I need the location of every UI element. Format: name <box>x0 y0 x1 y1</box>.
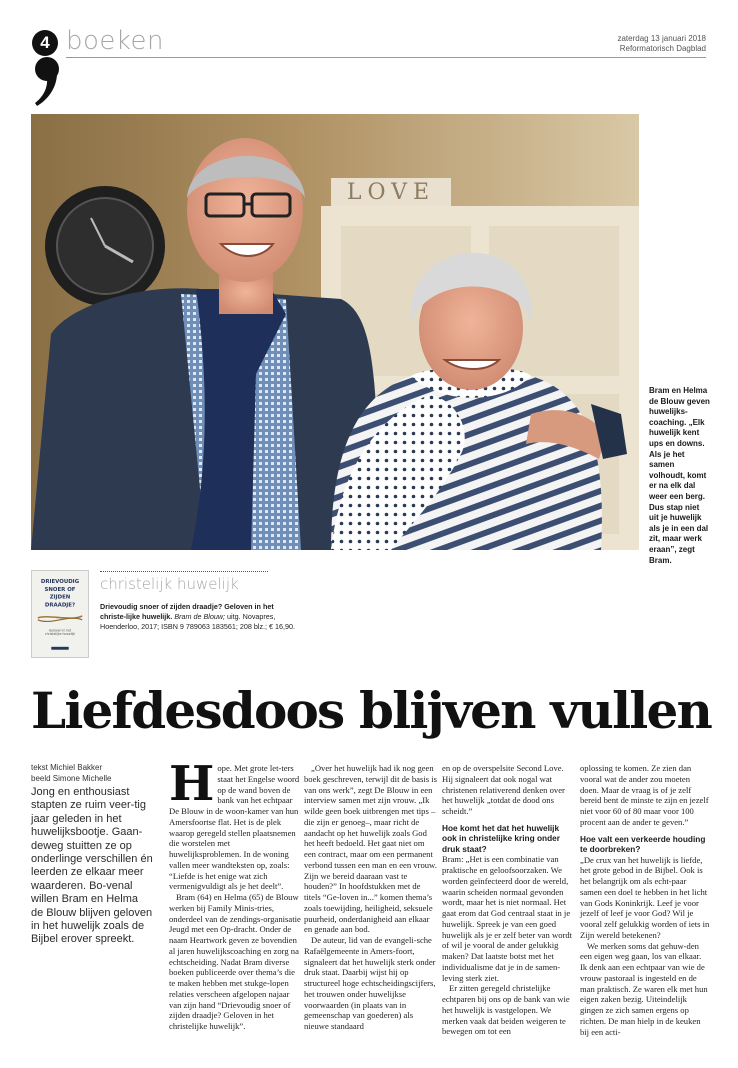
book-info <box>100 602 300 632</box>
intro-text: Jong en enthousiast stapten ze ruim veer-tig jaar geleden in het huwelijksbootje. Gaan-deweg stuitten ze op onderlinge verschillen én leerden ze elkaar meer waarderen. Bo-venal willen Bram en Helma de Blouw blijven geloven in het huwelijk zoals de Bijbel erover spreekt. <box>31 786 153 946</box>
paragraph: Bram: „Het is een combinatie van praktische en geloofsoorzaken. We worden geïnfecteerd door de wereld, waarin scheiden normaal gevonden wordt, maar het is niet normaal. Het gaat erom dat God centraal staat in je huwelijk. Spreek je van een goed huwelijk als je er zelf beter van wordt of wil je vooral de ander gelukkig maken? Dat laatste botst met het individualisme dat je in de samen-leving sterk ziet. <box>442 854 573 983</box>
issue-date: zaterdag 13 januari 2018 <box>617 34 706 43</box>
credits <box>31 763 112 784</box>
caption-lead: Bram en Helma de Blouw geven huwelijks-coaching. <box>649 386 710 427</box>
page-number: 4 <box>32 30 58 56</box>
credit-text: tekst Michiel Bakker <box>31 763 103 772</box>
interview-question: Hoe komt het dat het huwelijk ook in christelijke kring onder druk staat? <box>442 822 561 854</box>
svg-text:DRIEVOUDIG: DRIEVOUDIG <box>40 579 80 586</box>
section-title: boeken <box>66 26 165 56</box>
header-meta <box>617 34 706 54</box>
interview-question: Hoe valt een verkeerde houding te doorbreken? <box>580 833 706 854</box>
wall-clock <box>45 186 165 306</box>
main-photo <box>31 114 639 550</box>
paragraph: en op de overspelsite Second Love. Hij signaleert dat ook nogal wat christenen relativerend denken over het huwelijk „totdat de dood ons scheidt.” <box>442 763 565 816</box>
article-column-1 <box>169 756 302 1032</box>
paragraph: „Over het huwelijk had ik nog geen boek geschreven, terwijl dit de basis is van ons werk”, zegt De Blouw in een interview samen met zijn vrouw. „Ik wilde geen boek uitbrengen met tips –die zijn er genoeg–, maar richt de aandacht op het huwelijk zoals God het heeft bedoeld. Het gaat niet om een contract, maar om een permanent verbond tussen een man en een vrouw. Zijn we bereid daaraan vast te houden?” In hoofdstukken met de titels “Ge-loven in...” komen thema’s zoals toewijding, heiligheid, seksuele puurheid, onderdanigheid aan elkaar en genade aan bod. <box>304 763 437 935</box>
credit-photo: beeld Simone Michelle <box>31 773 112 783</box>
paragraph: Hope. Met grote let-ters staat het Engelse woord op de wand boven de bank van het echtpaar De Blouw in de woon-kamer van hun Amersfoortse flat. Het is de plek waarop geregeld stellen plaatsnemen die worstelen met huwelijksproblemen. In de woning vallen meer wandteksten op, zoals: “Liefde is het enige wat zich vermenigvuldigt als je het deelt”. <box>169 756 300 892</box>
newspaper-name: Reformatorisch Dagblad <box>619 44 706 53</box>
book-rule <box>100 571 268 572</box>
book-title: Drievoudig snoer of zijden draadje? Geloven in het christe-lijke huwelijk. <box>100 602 274 621</box>
caption-quote: „Elk huwelijk kent ups en downs. Als je het samen volhoudt, komt er na elk dal weer een berg. Dus stap niet uit je huwelijk als je in een dal zit, maar werk eraan”, zegt Bram. <box>649 417 709 565</box>
book-kicker: christelijk huwelijk <box>100 575 239 593</box>
comma-logo-icon <box>33 56 63 108</box>
book-cover <box>31 570 89 658</box>
header-rule <box>66 57 706 58</box>
article-column-4 <box>580 763 710 1037</box>
svg-text:ZIJDEN: ZIJDEN <box>49 594 71 601</box>
svg-text:Geloven in het: Geloven in het <box>48 628 72 633</box>
book-details: uitg. Novapres, Hoenderloo, 2017; ISBN 9 789063 183561; 208 blz.; € 16,90. <box>100 612 296 631</box>
paragraph: oplossing te komen. Ze zien dan vooral wat de ander zou moeten doen. Maar de vraag is of je zelf bereid bent de minste te zijn en jezelf niet voor 60 of 80 maar voor 100 procent aan de ander te geven.” <box>580 763 709 827</box>
paragraph: We merken soms dat gehuw-den een eigen weg gaan, los van elkaar. Ik denk aan een echtpaar van wie de vrouw pastoraal is ingesteld en de man praktisch. Ze waren elk met hun eigen zaken bezig. Uiteindelijk gingen ze zich samen ergens op richten. De man hielp in de keuken bij een acti- <box>580 940 708 1037</box>
paragraph: Bram (64) en Helma (65) de Blouw werken bij Family Minis-tries, onderdeel van de zendings-organisatie Jeugd met een Op-dracht. Onder de naam Heartwork geven ze bovendien al jaren huwelijkscoaching en zorg na echtscheiding. Nadat Bram diverse boeken publiceerde over thema’s die te maken hebben met stukge-lopen relaties verscheen afgelopen najaar van zijn hand “Drievoudig snoer of zijden draadje? Geloven in het christelijke huwelijk”. <box>169 892 301 1031</box>
paragraph: De auteur, lid van de evangeli-sche Rafaëlgemeente in Amers-foort, signaleert dat het huwelijk sterk onder druk staat. Daarbij wijst hij op structureel hoge echtscheidingscijfers, het trouwen onder huwelijkse voorwaarden (in plaats van in gemeenschap van goederen) als nieuwe standaard <box>304 935 436 1031</box>
article-column-2 <box>304 763 437 1032</box>
svg-text:christelijke huwelijk: christelijke huwelijk <box>44 632 76 637</box>
book-author: Bram de Blouw; <box>174 612 226 621</box>
love-blocks <box>331 178 451 206</box>
svg-text:SNOER OF: SNOER OF <box>44 586 76 593</box>
dropcap: H <box>169 756 215 812</box>
love-letters: LOVE <box>346 180 436 205</box>
photo-caption <box>649 386 711 566</box>
article-column-3 <box>442 763 575 1037</box>
headline: Liefdesdoos blijven vullen <box>31 681 712 740</box>
paragraph: Er zitten geregeld christelijke echtparen bij ons op de bank van wie het huwelijk is vastgelopen. We merken vaak dat beiden weigeren te bewegen om tot een <box>442 983 570 1037</box>
svg-text:DRAADJE?: DRAADJE? <box>44 602 76 609</box>
paragraph: „De crux van het huwelijk is liefde, het grote gebod in de Bijbel. Ook is het belangrijk om als echt-paar samen een doel te hebben in het licht van Gods Koninkrijk. Leef je voor jezelf of leef je voor God? Wil je vooral zelf gelukkig worden of iets in Zijn wereld betekenen? <box>580 854 710 940</box>
